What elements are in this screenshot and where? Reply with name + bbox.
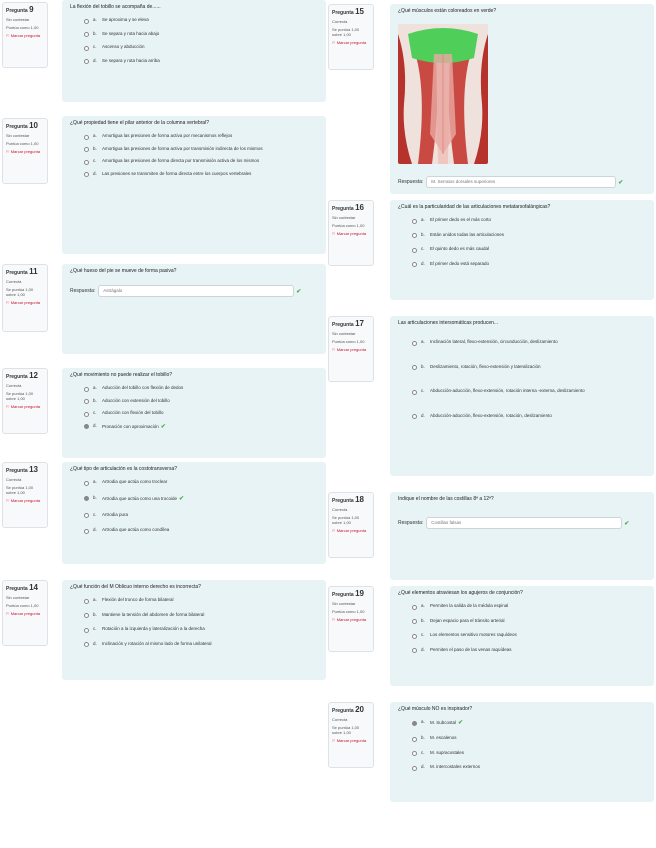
- question-info-16: [328, 200, 374, 266]
- question-score: Se puntúa 1,00 sobre 1,00: [6, 484, 34, 495]
- option-text: Artrodia que actúa como condílea: [102, 527, 170, 533]
- flag-label: Marcar pregunta: [10, 148, 41, 154]
- answer-option[interactable]: [84, 146, 318, 153]
- question-content-19: [390, 586, 654, 686]
- option-letter: c.: [93, 511, 97, 517]
- question-heading: Pregunta 13: [6, 465, 38, 474]
- option-letter: a.: [421, 339, 425, 344]
- answer-option[interactable]: [412, 735, 646, 742]
- answer-option[interactable]: [84, 423, 318, 431]
- flag-label: Marcar pregunta: [336, 39, 367, 45]
- question-text: ¿Qué movimiento no puede realizar el tobillo?: [70, 372, 172, 378]
- radio-button[interactable]: [84, 529, 89, 534]
- option-letter: b.: [421, 617, 425, 623]
- question-heading: Pregunta 18: [332, 495, 364, 504]
- answer-option[interactable]: [412, 764, 646, 771]
- option-letter: c.: [93, 626, 97, 631]
- question-info-11: [2, 264, 48, 332]
- question-number: 9: [29, 5, 34, 14]
- question-content-12: [62, 368, 326, 458]
- question-info-15: [328, 4, 374, 70]
- question-score: Puntúa como 1,00: [6, 24, 39, 30]
- option-letter: a.: [93, 479, 97, 484]
- answer-option[interactable]: [84, 495, 318, 503]
- question-score: Se puntúa 1,00 sobre 1,00: [6, 286, 34, 297]
- flag-question-link[interactable]: [332, 231, 370, 236]
- flag-icon: ⚐: [6, 403, 10, 409]
- flag-label: Marcar pregunta: [336, 346, 367, 352]
- question-state: Sin contestar: [332, 215, 356, 221]
- radio-button[interactable]: [412, 233, 417, 238]
- radio-button-selected[interactable]: [84, 424, 89, 429]
- option-text: El primer dedo es el más corto: [430, 217, 492, 222]
- option-letter: b.: [421, 231, 425, 237]
- question-state: Correcta: [6, 383, 22, 389]
- option-letter: b.: [93, 494, 97, 500]
- answer-option[interactable]: [84, 385, 318, 392]
- answer-option[interactable]: [84, 641, 318, 648]
- answer-option[interactable]: [84, 479, 318, 486]
- flag-label: Marcar pregunta: [336, 737, 367, 743]
- option-letter: d.: [93, 170, 97, 176]
- question-heading: Pregunta 17: [332, 319, 364, 328]
- question-content-13: [62, 462, 326, 564]
- answer-option[interactable]: [412, 618, 646, 625]
- flag-label: Marcar pregunta: [10, 299, 41, 305]
- flag-label: Marcar pregunta: [10, 403, 41, 409]
- option-text: Aducción del tobillo con flexión de dedos: [102, 385, 184, 390]
- question-state: Correcta: [6, 477, 22, 483]
- question-heading: [6, 5, 44, 15]
- question-heading: Pregunta 16: [332, 203, 364, 212]
- correct-check-icon: ✔: [458, 720, 464, 726]
- question-state: Sin contestar: [332, 601, 356, 607]
- correct-check-icon: ✔: [624, 520, 630, 527]
- flag-icon: ⚐: [332, 39, 336, 45]
- flag-question-link[interactable]: [6, 498, 44, 503]
- option-text: El primer dedo está separado: [430, 260, 490, 266]
- answer-input[interactable]: Costillas falsas: [426, 517, 622, 529]
- option-letter: b.: [421, 363, 425, 369]
- option-text: M. intercostales externos: [430, 764, 481, 770]
- option-text: Mantiene la tensión del abdomen de forma bilateral: [102, 611, 205, 617]
- flag-question-link[interactable]: [332, 738, 370, 743]
- flag-question-link[interactable]: [6, 404, 44, 409]
- radio-button[interactable]: [84, 642, 89, 647]
- answer-input[interactable]: M. Serratos dorsales superiores: [426, 176, 616, 188]
- option-text: Rotación a la izquierda y lateralización a la derecha: [102, 626, 205, 631]
- question-state: Sin contestar: [6, 17, 30, 23]
- option-letter: a.: [93, 133, 97, 138]
- question-score: Puntúa como 1,00: [332, 338, 365, 344]
- question-text: ¿Cuál es la particularidad de las articulaciones metatarsofalángicas?: [398, 204, 551, 210]
- question-state: Correcta: [332, 19, 348, 25]
- question-score: Puntúa como 1,00: [332, 222, 365, 228]
- radio-button[interactable]: [412, 751, 417, 756]
- flag-question-link[interactable]: [6, 149, 44, 154]
- answer-option[interactable]: [84, 133, 318, 140]
- radio-button[interactable]: [84, 46, 89, 51]
- question-score: Se puntúa 1,00 sobre 1,00: [6, 390, 34, 401]
- option-text: Aducción con extensión del tobillo: [102, 397, 170, 403]
- question-state: Correcta: [332, 507, 348, 513]
- flag-label: Marcar pregunta: [336, 527, 367, 533]
- question-prefix: Pregunta: [6, 8, 28, 14]
- option-letter: d.: [421, 260, 425, 266]
- option-text: Amortigua las presiones de forma activa por transmisión indirecta de los mismos: [102, 145, 263, 151]
- radio-button[interactable]: [84, 172, 89, 177]
- question-info-18: [328, 492, 374, 558]
- answer-option[interactable]: [412, 217, 646, 224]
- option-text: M. supracostales: [430, 749, 465, 755]
- answer-option[interactable]: [412, 647, 646, 654]
- question-info-12: [2, 368, 48, 434]
- question-heading: Pregunta 15: [332, 7, 364, 16]
- answer-option[interactable]: [412, 232, 646, 239]
- radio-button[interactable]: [84, 147, 89, 152]
- answer-option[interactable]: [412, 632, 646, 639]
- option-letter: d.: [93, 527, 97, 533]
- option-letter: a.: [421, 719, 425, 724]
- option-letter: d.: [421, 764, 425, 770]
- radio-button[interactable]: [412, 341, 417, 346]
- option-text: Flexión del tronco de forma bilateral: [102, 597, 174, 602]
- muscle-anatomy-image: [398, 24, 488, 164]
- option-letter: c.: [93, 410, 97, 415]
- answer-option[interactable]: [84, 597, 318, 604]
- flag-question-link[interactable]: [332, 617, 370, 622]
- flag-question-link[interactable]: [6, 300, 44, 305]
- answer-option[interactable]: [412, 246, 646, 253]
- radio-button[interactable]: [412, 365, 417, 370]
- answer-option[interactable]: [412, 261, 646, 268]
- answer-option[interactable]: [412, 603, 646, 610]
- radio-button[interactable]: [84, 135, 89, 140]
- flag-question-link[interactable]: [6, 611, 44, 616]
- option-text: Amortigua las presiones de forma activa por mecanismos reflejos: [102, 133, 233, 138]
- question-heading: Pregunta 10: [6, 121, 38, 130]
- answer-option[interactable]: [412, 339, 646, 346]
- radio-button[interactable]: [412, 248, 417, 253]
- question-content-20: [390, 702, 654, 802]
- option-letter: c.: [93, 158, 97, 163]
- question-heading: Pregunta 14: [6, 583, 38, 592]
- question-state: Sin contestar: [6, 595, 30, 601]
- question-info-19: [328, 586, 374, 652]
- flag-label: Marcar pregunta: [10, 610, 41, 616]
- option-text: M. Subcostal ✔: [430, 720, 464, 726]
- question-text: La flexión del tobillo se acompaña de......: [70, 4, 161, 10]
- radio-button[interactable]: [84, 19, 89, 24]
- option-letter: b.: [421, 735, 425, 741]
- option-letter: c.: [421, 246, 425, 251]
- radio-button[interactable]: [84, 387, 89, 392]
- flag-icon: ⚐: [332, 230, 336, 236]
- radio-button-selected[interactable]: [412, 721, 417, 726]
- question-text: ¿Qué hueso del pie se mueve de forma pasiva?: [70, 268, 177, 274]
- question-text: ¿Qué función del M Oblicuo interno derecho es incorrecta?: [70, 584, 201, 590]
- option-text: Permiten la salida de la médula espinal: [430, 603, 509, 608]
- question-content-15: [390, 4, 654, 194]
- radio-button[interactable]: [84, 160, 89, 165]
- option-text: Artrodia pura: [102, 511, 129, 517]
- answer-option[interactable]: [84, 31, 318, 38]
- option-text: El quinto dedo es más caudal: [430, 246, 490, 251]
- question-content-9: [62, 0, 326, 102]
- answer-option[interactable]: [84, 398, 318, 405]
- flag-question-link[interactable]: [332, 40, 370, 45]
- question-text: Las articulaciones intersomáticas producen...: [398, 320, 499, 326]
- option-text: Pronación con aproximación ✔: [102, 423, 166, 430]
- radio-button[interactable]: [412, 619, 417, 624]
- flag-icon: ⚐: [332, 737, 336, 743]
- question-content-11: [62, 264, 326, 354]
- answer-option[interactable]: [84, 626, 318, 633]
- option-letter: a.: [93, 597, 97, 602]
- question-score: Se puntúa 1,00 sobre 1,00: [332, 724, 360, 735]
- option-letter: a.: [93, 17, 97, 22]
- radio-button[interactable]: [412, 737, 417, 742]
- option-text: Abducción-aducción, flexo-extensión, rotación, deslizamiento: [430, 412, 552, 418]
- question-info-13: [2, 462, 48, 528]
- question-content-16: [390, 200, 654, 300]
- radio-button[interactable]: [84, 513, 89, 518]
- answer-option[interactable]: [84, 527, 318, 534]
- option-letter: d.: [93, 640, 97, 646]
- answer-option[interactable]: [412, 750, 646, 757]
- question-text: ¿Qué elementos atraviesan los agujeros de conjunción?: [398, 590, 523, 596]
- option-text: Artrodia que actúa como troclear: [102, 479, 168, 484]
- radio-button[interactable]: [412, 648, 417, 653]
- question-heading: Pregunta 19: [332, 589, 364, 598]
- answer-label: Respuesta:: [398, 520, 424, 526]
- flag-icon: ⚐: [332, 346, 336, 352]
- question-score: Se puntúa 1,00 sobre 1,00: [332, 26, 360, 37]
- question-state: Correcta: [6, 279, 22, 285]
- option-text: Abducción-aducción, flexo-extensión, rotación interna -externa, deslizamiento: [430, 388, 585, 393]
- answer-option[interactable]: [84, 512, 318, 519]
- option-text: Aducción con flexión del tobillo: [102, 410, 164, 415]
- option-text: Dejan espacio para el tránsito arterial: [430, 617, 505, 623]
- radio-button[interactable]: [412, 219, 417, 224]
- option-letter: b.: [93, 30, 97, 36]
- question-text: ¿Qué músculo NO es inspirador?: [398, 706, 473, 712]
- question-content-10: [62, 116, 326, 254]
- flag-question-link[interactable]: [332, 528, 370, 533]
- flag-label: Marcar pregunta: [336, 616, 367, 622]
- option-text: Las presiones se transmiten de forma directa entre los cuerpos vertebrales: [102, 170, 252, 176]
- answer-option[interactable]: [84, 410, 318, 417]
- option-text: Deslizamiento, rotación, flexo-extensión y lateralización: [430, 363, 541, 369]
- flag-label: Marcar pregunta: [10, 32, 41, 38]
- question-state: Correcta: [332, 717, 348, 723]
- correct-check-icon: ✔: [296, 288, 302, 295]
- flag-label: Marcar pregunta: [336, 230, 367, 236]
- question-content-18: [390, 492, 654, 580]
- question-info-9: [2, 2, 48, 68]
- answer-option[interactable]: [84, 171, 318, 178]
- radio-button[interactable]: [84, 599, 89, 604]
- option-text: Amortigua las presiones de forma directa por transmisión activa de los mismos: [102, 158, 260, 163]
- question-info-10: [2, 118, 48, 184]
- flag-icon: ⚐: [6, 299, 10, 305]
- option-letter: d.: [421, 646, 425, 652]
- option-letter: b.: [93, 397, 97, 403]
- flag-question-link[interactable]: [332, 347, 370, 352]
- radio-button[interactable]: [84, 32, 89, 37]
- question-score: Puntúa como 1,00: [6, 140, 39, 146]
- radio-button[interactable]: [412, 766, 417, 771]
- option-letter: a.: [93, 385, 97, 390]
- answer-input[interactable]: Astrágalo: [98, 285, 294, 297]
- question-text: ¿Qué tipo de articulación es la costotransversa?: [70, 466, 177, 472]
- answer-option[interactable]: [84, 17, 318, 24]
- radio-button[interactable]: [412, 634, 417, 639]
- flag-icon: ⚐: [6, 497, 10, 503]
- radio-button[interactable]: [84, 399, 89, 404]
- flag-question-link[interactable]: [6, 33, 44, 38]
- flag-icon: ⚐: [6, 610, 10, 616]
- question-score: Puntúa como 1,00: [6, 602, 39, 608]
- option-text: Están unidos todas las articulaciones: [430, 231, 505, 237]
- flag-icon: ⚐: [6, 32, 10, 38]
- radio-button[interactable]: [412, 390, 417, 395]
- flag-icon: ⚐: [6, 148, 10, 154]
- option-text: Inclinación lateral, flexo-extensión, circunducción, deslizamiento: [430, 339, 558, 344]
- question-text: ¿Qué músculos están coloreados en verde?: [398, 8, 497, 14]
- option-letter: c.: [421, 388, 425, 393]
- answer-option[interactable]: [412, 719, 646, 727]
- answer-option[interactable]: [84, 158, 318, 165]
- radio-button[interactable]: [84, 613, 89, 618]
- question-heading: Pregunta 12: [6, 371, 38, 380]
- option-letter: a.: [421, 603, 425, 608]
- flag-label: Marcar pregunta: [10, 497, 41, 503]
- question-info-14: [2, 580, 48, 646]
- radio-button-selected[interactable]: [84, 496, 89, 501]
- radio-button[interactable]: [412, 605, 417, 610]
- answer-option[interactable]: [412, 413, 646, 420]
- option-text: M. escalenos: [430, 735, 457, 741]
- answer-option[interactable]: [84, 58, 318, 65]
- answer-option[interactable]: [412, 388, 646, 395]
- question-score: Se puntúa 1,00 sobre 1,00: [332, 514, 360, 525]
- option-letter: d.: [93, 57, 97, 63]
- correct-check-icon: ✔: [160, 423, 166, 430]
- question-content-17: [390, 316, 654, 476]
- radio-button[interactable]: [84, 481, 89, 486]
- option-text: Se separa y rota hacia arriba: [102, 57, 160, 63]
- answer-label: Respuesta:: [70, 288, 96, 294]
- question-heading: Pregunta 11: [6, 267, 38, 276]
- option-text: Los elementos sensitivo motores raquídeos: [430, 632, 517, 637]
- question-state: Sin contestar: [6, 133, 30, 139]
- question-state: Sin contestar: [332, 331, 356, 337]
- answer-option[interactable]: [412, 364, 646, 371]
- radio-button[interactable]: [84, 412, 89, 417]
- option-text: Se aproxima y se eleva: [102, 17, 149, 22]
- option-letter: d.: [93, 422, 97, 428]
- answer-label: Respuesta:: [398, 179, 424, 185]
- question-content-14: [62, 580, 326, 680]
- option-letter: c.: [421, 749, 425, 755]
- option-text: Se separa y rota hacia abajo: [102, 30, 160, 36]
- radio-button[interactable]: [84, 628, 89, 633]
- flag-icon: ⚐: [332, 616, 336, 622]
- question-info-17: [328, 316, 374, 382]
- option-text: Permiten el paso de las venas raquídeas: [430, 646, 512, 652]
- radio-button[interactable]: [412, 414, 417, 419]
- option-letter: b.: [93, 145, 97, 151]
- option-letter: a.: [421, 217, 425, 222]
- option-letter: c.: [93, 44, 97, 49]
- question-info-20: [328, 702, 374, 768]
- option-letter: b.: [93, 611, 97, 617]
- option-text: Inclinación y rotación al mismo lado de forma unilateral: [102, 640, 212, 646]
- question-heading: Pregunta 20: [332, 705, 364, 714]
- option-text: Ascenso y abducción: [102, 44, 145, 49]
- flag-icon: ⚐: [332, 527, 336, 533]
- radio-button[interactable]: [84, 59, 89, 64]
- answer-option[interactable]: [84, 44, 318, 51]
- question-score: Puntúa como 1,00: [332, 608, 365, 614]
- option-letter: c.: [421, 632, 425, 637]
- option-text: Artrodia que actúa como una trocoide ✔: [102, 495, 185, 502]
- question-text: ¿Qué propiedad tiene el pilar anterior de la columna vertebral?: [70, 120, 209, 126]
- correct-check-icon: ✔: [179, 495, 185, 502]
- correct-check-icon: ✔: [618, 179, 624, 186]
- option-letter: d.: [421, 412, 425, 418]
- radio-button[interactable]: [412, 262, 417, 267]
- question-text: Indique el nombre de las costillas 8ª a 12ª?: [398, 496, 494, 502]
- answer-option[interactable]: [84, 612, 318, 619]
